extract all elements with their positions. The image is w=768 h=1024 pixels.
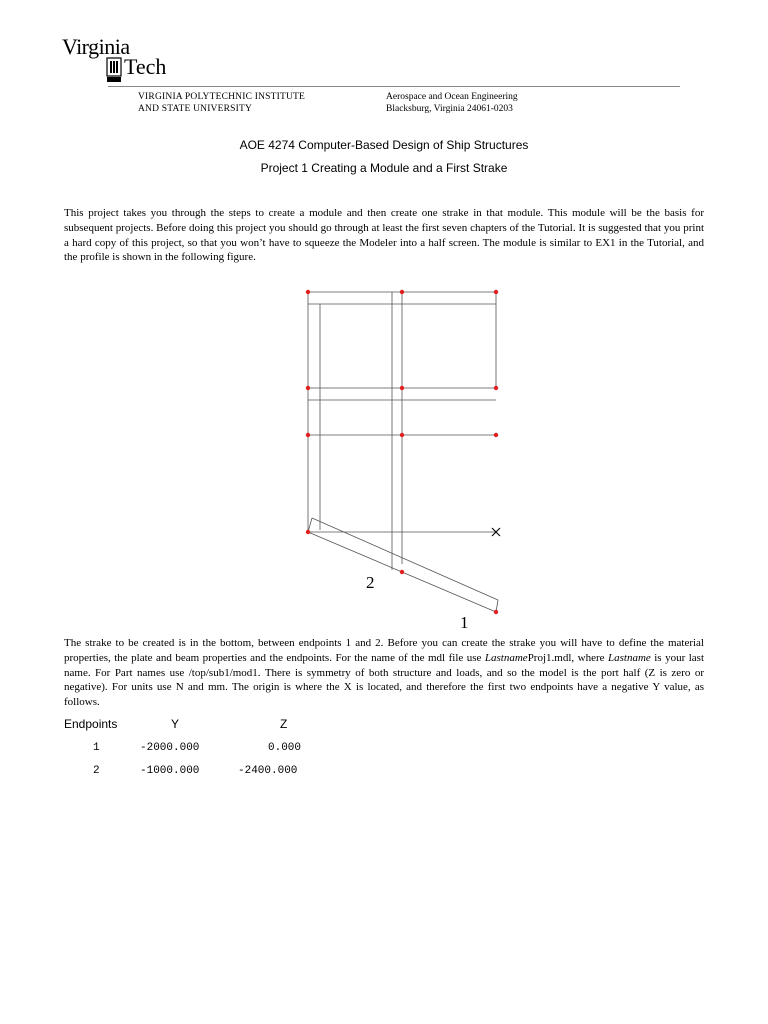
endpoint-2-id: 2 [93,765,100,777]
header-divider [108,86,680,87]
logo-wordmark-tech: Tech [124,54,167,79]
shield-icon [106,57,122,83]
course-title: AOE 4274 Computer-Based Design of Ship Structures [239,138,529,152]
endpoint-2-y: -1000.000 [140,765,200,777]
logo-wordmark-virginia: Virginia [62,34,130,59]
institution-line-2: AND STATE UNIVERSITY [138,104,253,114]
figure-label-endpoint-2: 2 [366,573,375,592]
figure-structure-lines [308,292,498,612]
endpoint-2-z: -2400.000 [238,765,298,777]
module-profile-figure [300,282,510,622]
institution-address [138,91,305,115]
department-line-2: Blacksburg, Virginia 24061-0203 [386,104,513,114]
endpoints-header-z: Z [280,717,288,731]
instructions-lastname-1: Lastname [484,651,528,664]
instructions-text-2: Proj1.mdl, where [527,651,608,664]
department-line-1: Aerospace and Ocean Engineering [386,92,518,102]
university-logo [62,34,192,84]
project-title: Project 1 Creating a Module and a First Strake [260,161,508,175]
instructions-text-3: is your last name. For Part names use /top/sub1/mod1. There is symmetry of both structure and loads, and so the model is the port half (Z is zero or negative). For units use N and mm. The origin is where the X is located, and therefore the first two endpoints have a negative Y value, as follows. [64,651,704,709]
instructions-text-1: The strake to be created is in the bottom, between endpoints 1 and 2. Before you can create the strake you will have to define the material properties, the plate and beam properties and the endpoints. For the name of the mdl file use [64,637,704,664]
endpoints-header-label: Endpoints [64,717,118,731]
endpoints-header-y: Y [171,717,180,731]
endpoint-1-y: -2000.000 [140,742,200,754]
intro-paragraph: This project takes you through the steps to create a module and then create one strake in that module. This module will be the basis for subsequent projects. Before doing this project you should go through at least the first seven chapters of the Tutorial. It is suggested that you print a hard copy of this project, so that you won’t have to squeeze the Modeler into a half screen. The module is similar to EX1 in the Tutorial, and the profile is shown in the following figure. [64,207,704,264]
department-address [386,91,518,115]
figure-label-endpoint-1: 1 [460,613,469,632]
endpoint-1-id: 1 [93,742,100,754]
instructions-lastname-2: Lastname [607,651,651,664]
instructions-paragraph [64,636,704,710]
endpoint-1-z: 0.000 [268,742,302,754]
institution-line-1: VIRGINIA POLYTECHNIC INSTITUTE [138,92,306,102]
